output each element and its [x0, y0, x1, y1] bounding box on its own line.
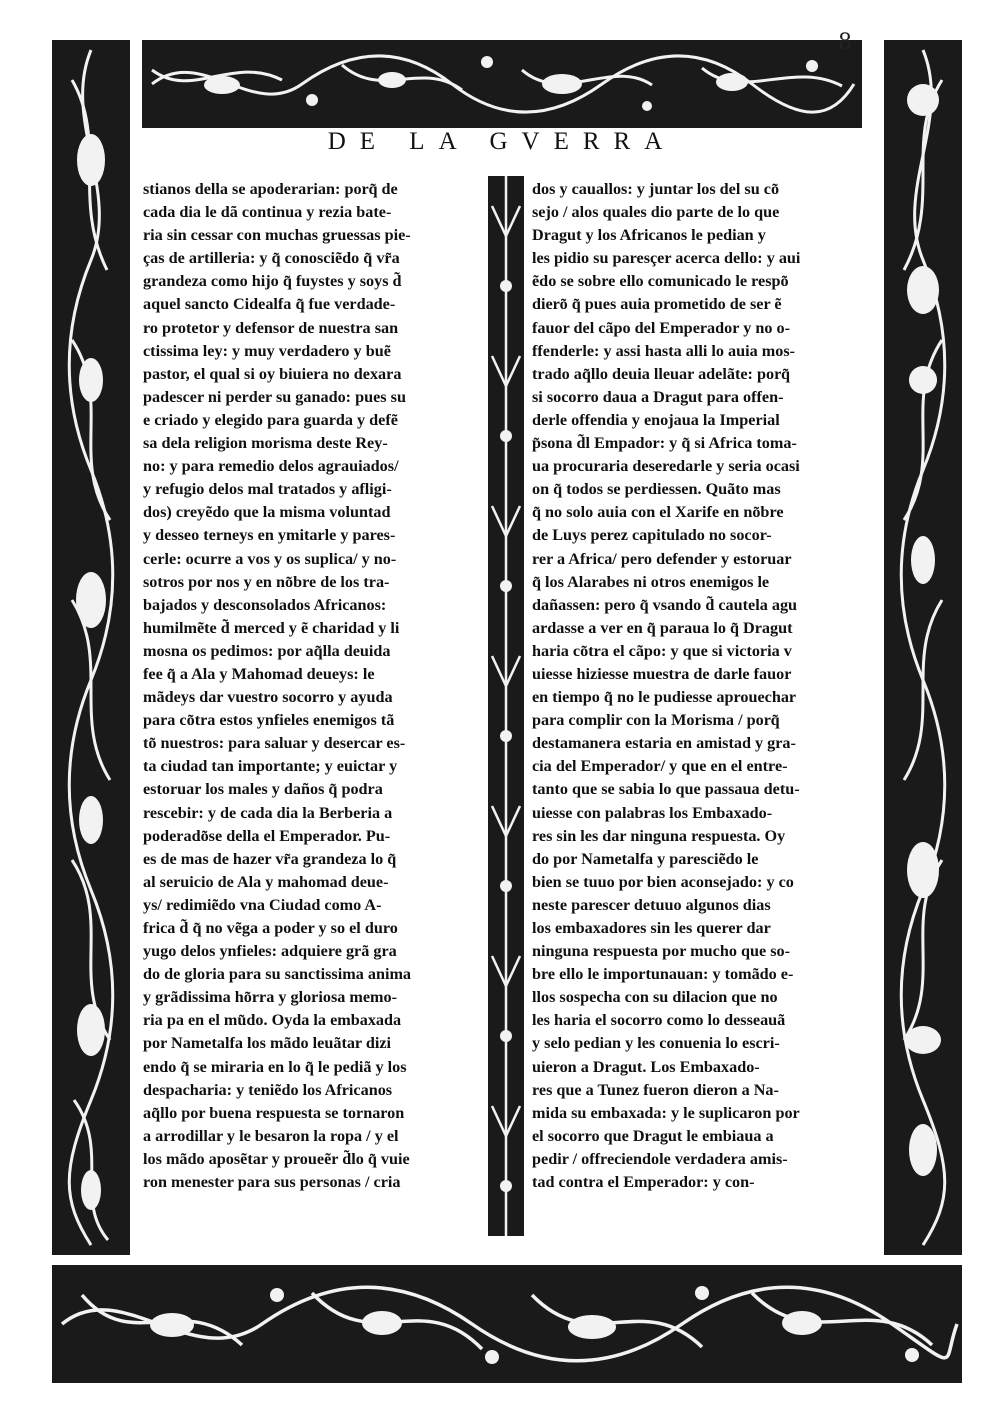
text-line: grandeza como hijo q̃ fuystes y soys d̃ [143, 272, 402, 291]
left-ornamental-border [52, 40, 130, 1255]
folio-number: 8 [838, 30, 852, 55]
text-line: ninguna respuesta por mucho que so- [532, 942, 791, 961]
text-line: dos) creye͂do que la misma voluntad [143, 503, 391, 522]
text-line: ctissima ley: y muy verdadero y bue͂ [143, 341, 391, 360]
text-line: los ma͂do apose͂tar y prouee͂r d̃lo q̃ vuie [143, 1149, 410, 1168]
text-line: ria sin cessar con muchas gruessas pie- [143, 226, 411, 245]
text-line: es de mas de hazer vr̃a grandeza lo q̃ [143, 849, 397, 868]
text-line: bajados y desconsolados Africanos: [143, 595, 387, 614]
text-line: poderado͂se della el Emperador. Pu- [143, 826, 391, 845]
text-line: ua procuraria deseredarle y seria ocasi [532, 457, 800, 476]
text-line: do por Nametalfa y parescie͂do le [532, 849, 759, 868]
text-line: ffenderle: y assi hasta alli lo auia mos- [532, 341, 796, 360]
text-line: frica d̃ q̃ no ve͂ga a poder y so el duro [143, 919, 398, 937]
text-line: sejo / alos quales dio parte de lo que [532, 203, 780, 222]
running-head: DE LA GVERRA [327, 128, 677, 155]
text-line: e͂do se sobre ello comunicado le respo͂ [532, 272, 789, 291]
text-line: res que a Tunez fueron dieron a Na- [532, 1080, 779, 1099]
text-line: los embaxadores sin les querer dar [532, 919, 771, 937]
text-line: e criado y elegido para guarda y defe͂ [143, 410, 398, 429]
text-line: de Luys perez capitulado no socor- [532, 526, 772, 545]
text-line: fee q̃ a Ala y Mahomad deueys: le [143, 664, 375, 683]
text-line: bien se tuuo por bien aconsejado: y co [532, 872, 794, 891]
text-line: no: y para remedio delos agrauiados/ [143, 457, 399, 476]
text-line: neste parescer detuuo algunos dias [532, 895, 771, 914]
text-line: ron menester para sus personas / cria [143, 1173, 401, 1192]
text-line: rescebir: y de cada dia la Berberia a [143, 803, 393, 822]
text-line: bre ello le importunauan: y toma͂do e- [532, 965, 794, 984]
text-line: y desseo terneys en ymitarle y pares- [143, 526, 396, 545]
text-line: pastor, el qual si oy biuiera no dexara [143, 364, 402, 383]
text-line: ro protetor y defensor de nuestra san [143, 318, 399, 337]
text-line: uiesse hiziesse muestra de darle fauor [532, 664, 792, 683]
bottom-ornamental-border [52, 1265, 962, 1383]
text-line: si socorro daua a Dragut para offen- [532, 387, 784, 406]
text-line: el socorro que Dragut le embiaua a [532, 1126, 774, 1145]
text-line: padescer ni perder su ganado: pues su [143, 387, 406, 406]
text-line: fauor del ca͂po del Emperador y no o- [532, 318, 790, 337]
text-line: tad contra el Emperador: y con- [532, 1173, 755, 1192]
text-line: diero͂ q̃ pues auia prometido de ser e͂ [532, 295, 782, 314]
text-line: on q̃ todos se perdiessen. Qua͂to mas [532, 480, 781, 499]
text-line: y refugio delos mal tratados y afligi- [143, 480, 392, 499]
text-line: ria pa en el mu͂do. Oyda la embaxada [143, 1011, 402, 1030]
text-line: tanto que se sabia lo que passaua detu- [532, 780, 800, 799]
text-line: aq̃llo por buena respuesta se tornaron [143, 1103, 405, 1122]
right-ornamental-border [884, 40, 962, 1255]
text-line: llos sospecha con su dilacion que no [532, 988, 778, 1007]
left-text-column [143, 178, 483, 1194]
text-line: to͂ nuestros: para saluar y desercar es- [143, 734, 406, 753]
text-line: y selo pedian y les conuenia lo escri- [532, 1034, 780, 1053]
text-line: dañassen: pero q̃ vsando d̃ cautela agu [532, 595, 798, 614]
text-line: a arrodillar y le besaron la ropa / y el [143, 1126, 399, 1145]
top-ornamental-border [142, 40, 862, 128]
text-line: uieron a Dragut. Los Embaxado- [532, 1057, 760, 1076]
text-line: q̃ no solo auia con el Xarife en no͂bre [532, 503, 784, 522]
text-line: despacharia: y tenie͂do los Africanos [143, 1080, 393, 1099]
text-line: ys/ redimie͂do vna Ciudad como A- [143, 895, 382, 914]
right-text-column [532, 178, 872, 1194]
text-line: do de gloria para su sanctissima anima [143, 965, 412, 984]
text-line: dos y cauallos: y juntar los del su co͂ [532, 180, 780, 198]
text-line: stianos della se apoderarian: porq̃ de [143, 180, 398, 198]
text-line: trado aq̃llo deuia lleuar adela͂te: porq̃ [532, 364, 790, 383]
text-line: sotros por nos y en no͂bre de los tra- [143, 572, 390, 591]
text-line: y gra͂dissima ho͂rra y gloriosa memo- [143, 988, 398, 1007]
text-line: estoruar los males y daños q̃ podra [143, 780, 383, 799]
text-line: res sin les dar ninguna respuesta. Oy [532, 826, 786, 845]
text-line: ardasse a ver en q̃ paraua lo q̃ Dragut [532, 618, 793, 637]
text-line: cia del Emperador/ y que en el entre- [532, 757, 788, 776]
text-line: destamanera estaria en amistad y gra- [532, 734, 796, 753]
text-line: en tiempo q̃ no le pudiesse aprouechar [532, 688, 797, 707]
text-line: humilme͂te d̃ merced y e͂ charidad y li [143, 618, 400, 637]
text-line: endo q̃ se miraria en lo q̃ le pedia͂ y los [143, 1057, 407, 1076]
text-line: para co͂tra estos ynfieles enemigos ta͂ [143, 711, 395, 730]
text-line: ma͂deys dar vuestro socorro y ayuda [143, 688, 393, 707]
text-line: sa dela religion morisma deste Rey- [143, 434, 388, 453]
text-line: ças de artilleria: y q̃ conoscie͂do q̃ vr̃a [143, 249, 400, 268]
text-line: derle offendia y enojaua la Imperial [532, 410, 780, 429]
text-line: Dragut y los Africanos le pedian y [532, 226, 766, 245]
text-line: les haria el socorro como lo desseaua͂ [532, 1011, 786, 1030]
text-line: rer a Africa/ pero defender y estoruar [532, 549, 792, 568]
text-line: yugo delos ynfieles: adquiere gra͂ gra [143, 942, 397, 961]
text-line: mosna os pedimos: por aq̃lla deuida [143, 641, 391, 660]
text-line: les pidio su paresçer acerca dello: y aui [532, 249, 801, 268]
text-line: por Nametalfa los ma͂do leua͂tar dizi [143, 1034, 392, 1053]
text-line: q̃ los Alarabes ni otros enemigos le [532, 572, 770, 591]
center-ornamental-column [488, 176, 524, 1236]
text-line: uiesse con palabras los Embaxado- [532, 803, 773, 822]
text-line: pedir / offreciendole verdadera amis- [532, 1149, 788, 1168]
text-line: haria co͂tra el ca͂po: y que si victoria v [532, 641, 792, 660]
text-line: ta ciudad tan importante; y euictar y [143, 757, 398, 776]
text-line: p̃sona d̃l Empador: y q̃ si Africa toma- [532, 434, 797, 453]
text-line: mida su embaxada: y le suplicaron por [532, 1103, 800, 1122]
text-line: aquel sancto Cidealfa q̃ fue verdade- [143, 295, 396, 314]
text-line: cerle: ocurre a vos y os suplica/ y no- [143, 549, 397, 568]
text-line: cada dia le dã continua y rezia bate- [143, 203, 392, 222]
text-line: al seruicio de Ala y mahomad deue- [143, 872, 389, 891]
text-line: para complir con la Morisma / porq̃ [532, 711, 780, 730]
